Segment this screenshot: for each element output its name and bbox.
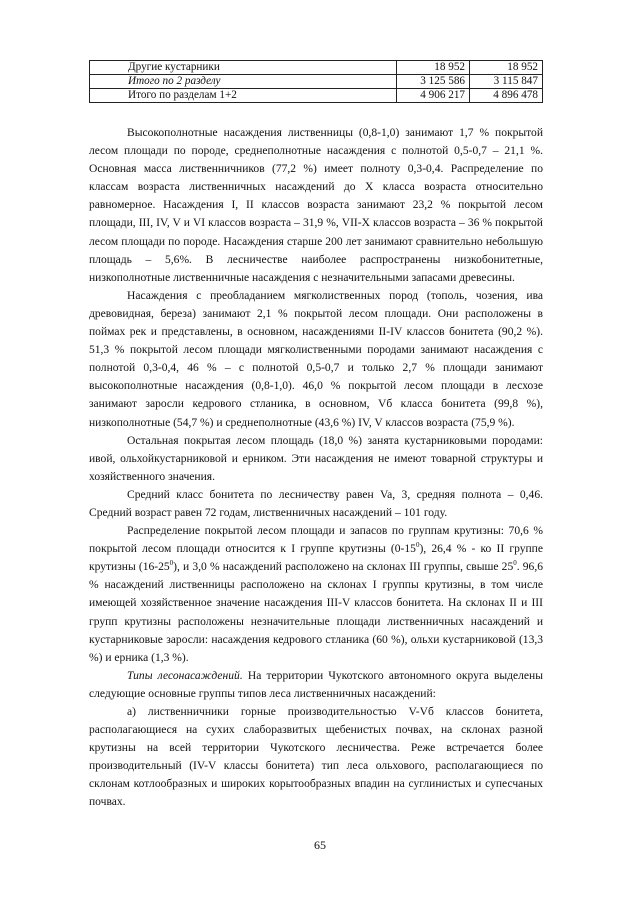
- slope-text-a: Распределение покрытой лесом площади и запасов по группам крутизны: 70,6 % покрытой лесом площади относится к I группе крутизны (0-15: [89, 525, 543, 556]
- page-number: 65: [314, 838, 326, 852]
- paragraph-shrubs: Остальная покрытая лесом площадь (18,0 %) занята кустарниковыми породами: ивой, ольхойкустарниковой и ерником. Эти насаждения не имеют товарной структуры и хозяйственного значения.: [89, 434, 543, 483]
- row-value-2: 4 896 478: [470, 89, 543, 103]
- slope-text-c: ), и 3,0 % насаждений расположено на склонах III группы, свыше 25: [173, 561, 514, 574]
- row-label: Итого по 2 разделу: [90, 75, 397, 89]
- table-row: [90, 75, 543, 89]
- paragraph-forest-types: [89, 667, 543, 703]
- degree-mark: 0: [415, 541, 420, 550]
- row-value-2: 3 115 847: [470, 75, 543, 89]
- paragraph-average-class: Средний класс бонитета по лесничеству равен Va, 3, средняя полнота – 0,46. Средний возраст равен 72 годам, лиственничных насаждений – 101 году.: [89, 488, 543, 519]
- forest-types-text: На территории Чукотского автономного округа выделены следующие основные группы типов леса лиственничных насаждений:: [89, 669, 543, 700]
- row-label: Другие кустарники: [90, 61, 397, 75]
- slope-text-d: . 96,6 % насаждений лиственницы расположено на склонах I группы крутизны, в том числе имеющей хозяйственное значение насаждения III-V классов бонитета. На склонах II и III групп крутизны расположены незначительные площади лиственничных насаждений и кустарниковые заросли: насаждения кедрового стланика (60 %), ольхи кустарниковой (13,3 %) и ерника (1,3 %).: [89, 561, 543, 664]
- row-value-1: 18 952: [397, 61, 470, 75]
- forest-types-heading: Типы лесонасаждений.: [127, 669, 243, 682]
- body-text: [89, 124, 543, 812]
- degree-mark: 0: [169, 559, 174, 568]
- paragraph-mountain-larch: а) лиственничники горные производительностью V-Vб классов бонитета, располагающиеся на сухих слаборазвитых щебенистых почвах, на склонах разной крутизны на всей территории Чукотского лесничества. Реже встречается более производительный (IV-V классы бонитета) тип леса ольхового, располагающиеся по склонам котлообразных и широких корытообразных впадин на суглинистых и супесчаных почвах.: [89, 706, 543, 809]
- row-value-1: 4 906 217: [397, 89, 470, 103]
- table-row: [90, 61, 543, 75]
- paragraph-slope-groups: [89, 522, 543, 667]
- row-value-2: 18 952: [470, 61, 543, 75]
- table-row: [90, 89, 543, 103]
- slope-text-b: ), 26,4 % - ко II группе крутизны (16-25: [89, 543, 543, 574]
- paragraph-larch-density: Высокополнотные насаждения лиственницы (0,8-1,0) занимают 1,7 % покрытой лесом площади по породе, среднеполнотные насаждения с полнотой 0,5-0,7 – 21,1 %. Основная масса лиственничников (77,2 %) имеет полноту 0,3-0,4. Распределение по классам возраста лиственничных насаждений до Х класса возраста относительно равномерное. Насаждения I, II классов возраста занимают 23,2 % покрытой лесом площади, III, IV, V и VI классов возраста – 31,9 %, VII-X классов возраста – 36 % покрытой лесом площади по породе. Насаждения старше 200 лет занимают сравнительно небольшую площадь – 5,6%. В лесничестве наиболее распространены низкобонитетные, низкополнотные лиственничные насаждения с незначительными запасами древесины.: [89, 127, 543, 284]
- degree-mark: 0: [513, 559, 517, 568]
- paragraph-softwood: Насаждения с преобладанием мягколиственных пород (тополь, чозения, ива древовидная, береза) занимают 2,1 % покрытой лесом площади. Они расположены в поймах рек и представлены, в основном, насаждениями II-IV классов бонитета (90,2 %). 51,3 % покрытой лесом площади мягколиственными породами занимают насаждения с полнотой 0,3-0,4, 46 % – с полнотой 0,5-0,7 и только 2,7 % площади занимают высокополнотные насаждения (0,8-1,0). 46,0 % покрытой лесом площади в лесхозе занимают заросли кедрового стланика, в основном, Vб класса бонитета (99,8 %), низкополнотные (54,7 %) и среднеполнотные (43,6 %) IV, V классов возраста (75,9 %).: [89, 289, 543, 429]
- summary-table: [89, 60, 543, 103]
- row-label: Итого по разделам 1+2: [90, 89, 397, 103]
- row-value-1: 3 125 586: [397, 75, 470, 89]
